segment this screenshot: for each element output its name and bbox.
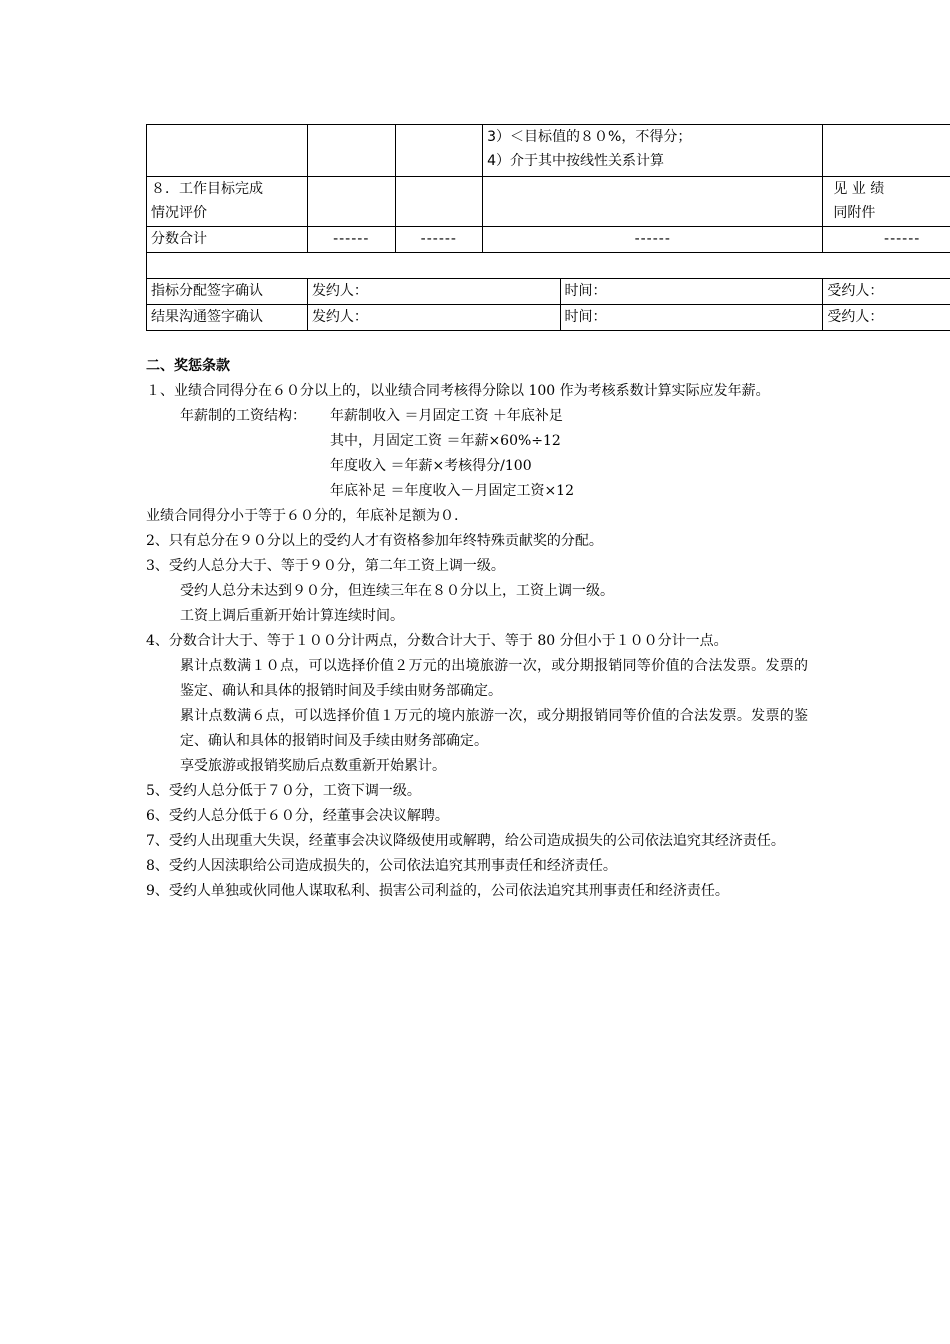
scoring-rule-line: 4）介于其中按线性关系计算 <box>487 153 665 169</box>
clause-2: 2、只有总分在９０分以上的受约人才有资格参加年终特殊贡献奖的分配。 <box>146 533 603 549</box>
salary-formula-line <box>146 404 808 429</box>
table-row-criteria-continued <box>147 125 950 177</box>
blank-cell <box>147 253 950 279</box>
clause-3-note: 受约人总分未达到９０分，但连续三年在８０分以上，工资上调一级。 <box>180 583 614 599</box>
sign-initiator: 发约人： <box>307 305 560 331</box>
table-row-blank <box>147 253 950 279</box>
cell-remark <box>823 177 950 227</box>
sign-label: 结果沟通签字确认 <box>147 305 308 331</box>
formula-text: 其中，月固定工资 ＝年薪×60%÷12 <box>330 433 561 449</box>
scoring-rule-line: 3）＜目标值的８０%，不得分； <box>487 129 692 145</box>
clause-8: 8、受约人因渎职给公司造成损失的，公司依法追究其刑事责任和经济责任。 <box>146 858 617 874</box>
total-dash: ------ <box>395 227 483 253</box>
sign-recipient: 受约人： <box>823 279 950 305</box>
formula-text: 年度收入 ＝年薪×考核得分/100 <box>330 458 532 474</box>
salary-formula-line <box>146 454 808 479</box>
formula-text: 年底补足 ＝年度收入－月固定工资×12 <box>330 483 574 499</box>
cell-item <box>147 125 308 177</box>
total-dash: ------ <box>483 227 823 253</box>
sign-recipient: 受约人： <box>823 305 950 331</box>
sign-time: 时间： <box>560 305 823 331</box>
formula-text: 年薪制收入 ＝月固定工资 ＋年底补足 <box>330 408 563 424</box>
cell-target <box>395 125 483 177</box>
sign-initiator: 发约人： <box>307 279 560 305</box>
remark-line: 见 业 绩 <box>833 181 885 197</box>
table-row-sign-result <box>147 305 950 331</box>
sign-time: 时间： <box>560 279 823 305</box>
clause-4-note: 累计点数满１０点，可以选择价值２万元的出境旅游一次，或分期报销同等价值的合法发票。发票的鉴定、确认和具体的报销时间及手续由财务部确定。 <box>180 658 808 699</box>
table-row-sign-assign <box>147 279 950 305</box>
total-dash: ------ <box>307 227 395 253</box>
section-heading: 二、奖惩条款 <box>146 358 230 374</box>
item-label-line: ８．工作目标完成 <box>151 181 263 197</box>
reward-penalty-section <box>146 354 808 904</box>
clause-4-note: 享受旅游或报销奖励后点数重新开始累计。 <box>180 758 446 774</box>
cell-remark <box>823 125 950 177</box>
clause-6: 6、受约人总分低于６０分，经董事会决议解聘。 <box>146 808 449 824</box>
table-row-total <box>147 227 950 253</box>
sign-label: 指标分配签字确认 <box>147 279 308 305</box>
cell-scoring-rule <box>483 125 823 177</box>
performance-table-container <box>146 124 950 331</box>
salary-formula-line <box>146 429 808 454</box>
cell-scoring-rule <box>483 177 823 227</box>
cell-item <box>147 177 308 227</box>
remark-line: 同附件 <box>833 205 876 221</box>
clause-1: １、业绩合同得分在６０分以上的，以业绩合同考核得分除以 100 作为考核系数计算实际应发年薪。 <box>146 383 770 399</box>
cell-weight <box>307 177 395 227</box>
item-label-line: 情况评价 <box>151 205 207 221</box>
total-dash: ------ <box>823 227 950 253</box>
cell-target <box>395 177 483 227</box>
table-row-goal-evaluation <box>147 177 950 227</box>
clause-1-note: 业绩合同得分小于等于６０分的，年底补足额为０. <box>146 508 459 524</box>
formula-label: 年薪制的工资结构： <box>180 408 306 424</box>
clause-4-note: 累计点数满６点，可以选择价值１万元的境内旅游一次，或分期报销同等价值的合法发票。发票的鉴定、确认和具体的报销时间及手续由财务部确定。 <box>180 708 808 749</box>
salary-formula-line <box>146 479 808 504</box>
performance-table <box>146 124 950 331</box>
clause-7: 7、受约人出现重大失误，经董事会决议降级使用或解聘，给公司造成损失的公司依法追究其经济责任。 <box>146 833 785 849</box>
cell-weight <box>307 125 395 177</box>
clause-3: 3、受约人总分大于、等于９０分，第二年工资上调一级。 <box>146 558 505 574</box>
total-label: 分数合计 <box>147 227 308 253</box>
clause-4: 4、分数合计大于、等于１００分计两点，分数合计大于、等于 80 分但小于１００分计一点。 <box>146 633 728 649</box>
clause-9: 9、受约人单独或伙同他人谋取私利、损害公司利益的，公司依法追究其刑事责任和经济责任。 <box>146 883 729 899</box>
clause-5: 5、受约人总分低于７０分，工资下调一级。 <box>146 783 421 799</box>
clause-3-note: 工资上调后重新开始计算连续时间。 <box>180 608 404 624</box>
